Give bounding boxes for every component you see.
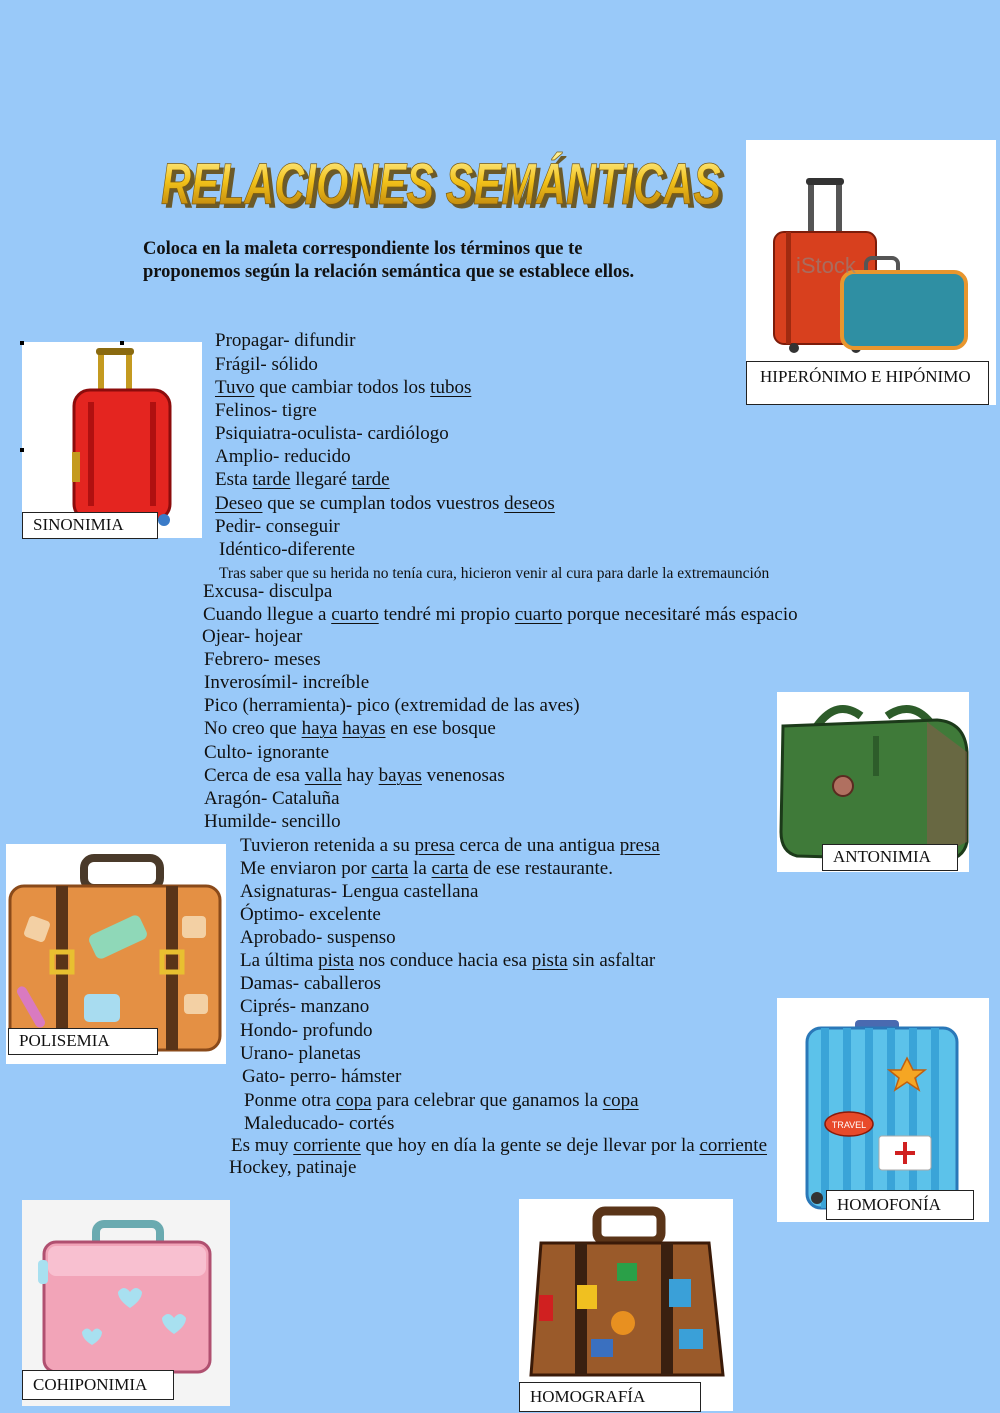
term-text: Ponme otra bbox=[244, 1090, 336, 1111]
underlined-word: hayas bbox=[342, 718, 386, 739]
term-text: Felinos- tigre bbox=[215, 400, 317, 421]
term-text: Urano- planetas bbox=[240, 1043, 361, 1064]
card-homofonia bbox=[777, 998, 989, 1222]
term-text: Febrero- meses bbox=[204, 649, 321, 670]
term-item bbox=[215, 446, 351, 468]
term-item bbox=[244, 1113, 394, 1135]
term-text: Tras saber que su herida no tenía cura, hicieron venir al cura para darle la extremaunción bbox=[219, 565, 770, 582]
term-item bbox=[215, 377, 471, 399]
underlined-word: carta bbox=[431, 858, 469, 879]
term-item bbox=[215, 493, 555, 515]
term-text: Tuvieron retenida a su bbox=[240, 835, 415, 856]
term-item bbox=[240, 1020, 372, 1042]
term-text: Maleducado- cortés bbox=[244, 1113, 395, 1134]
term-text: Idéntico-diferente bbox=[219, 539, 356, 560]
underlined-word: valla bbox=[304, 765, 342, 786]
term-item bbox=[244, 1090, 639, 1112]
term-text: Culto- ignorante bbox=[204, 742, 330, 763]
underlined-word: cuarto bbox=[514, 604, 563, 625]
label-hiperonimo: HIPERÓNIMO E HIPÓNIMO bbox=[746, 361, 989, 405]
term-text: que se cumplan todos vuestros bbox=[262, 493, 505, 514]
term-item bbox=[204, 788, 340, 810]
term-item bbox=[240, 1043, 361, 1065]
underlined-word: copa bbox=[335, 1090, 372, 1111]
term-text: Inverosímil- increíble bbox=[204, 672, 370, 693]
term-text: La última bbox=[240, 950, 319, 971]
term-text: porque necesitaré más espacio bbox=[562, 604, 798, 625]
term-text: No creo que bbox=[204, 718, 302, 739]
page-title-shadow: RELACIONES SEMÁNTICAS bbox=[165, 156, 726, 218]
term-item bbox=[215, 330, 356, 352]
term-item bbox=[204, 811, 341, 833]
label-sinonimia: SINONIMIA bbox=[22, 512, 158, 539]
term-item bbox=[240, 927, 396, 949]
term-text: Hondo- profundo bbox=[240, 1020, 373, 1041]
term-text: hay bbox=[341, 765, 379, 786]
term-item bbox=[240, 904, 381, 926]
term-item bbox=[204, 718, 496, 740]
sticker-text: TRAVEL bbox=[831, 1120, 867, 1130]
label-antonimia: ANTONIMIA bbox=[822, 844, 958, 871]
term-text: que cambiar todos los bbox=[254, 377, 431, 398]
watermark-text: iStock bbox=[796, 253, 856, 278]
red-suitcase-icon bbox=[22, 342, 202, 538]
term-text: para celebrar que ganamos la bbox=[371, 1090, 603, 1111]
term-text: nos conduce hacia esa bbox=[353, 950, 532, 971]
term-text: Asignaturas- Lengua castellana bbox=[240, 881, 479, 902]
term-item bbox=[229, 1157, 357, 1179]
term-text: Es muy bbox=[231, 1135, 294, 1156]
underlined-word: copa bbox=[602, 1090, 639, 1111]
instructions bbox=[143, 238, 743, 284]
term-item bbox=[240, 996, 369, 1018]
term-text: llegaré bbox=[290, 469, 352, 490]
term-item bbox=[240, 858, 613, 880]
term-item bbox=[215, 400, 317, 422]
underlined-word: pista bbox=[318, 950, 354, 971]
term-text: Humilde- sencillo bbox=[204, 811, 341, 832]
term-text: Esta bbox=[215, 469, 253, 490]
label-homografia: HOMOGRAFÍA bbox=[519, 1382, 701, 1412]
term-text: sin asfaltar bbox=[567, 950, 656, 971]
page-title bbox=[148, 128, 738, 218]
term-text: Pedir- conseguir bbox=[215, 516, 340, 537]
term-item bbox=[204, 672, 369, 694]
term-text: cerca de una antigua bbox=[454, 835, 620, 856]
term-item bbox=[215, 423, 449, 445]
underlined-word: Deseo bbox=[215, 493, 263, 514]
term-item bbox=[240, 950, 655, 972]
term-text: Propagar- difundir bbox=[215, 330, 356, 351]
card-homografia bbox=[519, 1199, 733, 1411]
term-text: Aprobado- suspenso bbox=[240, 927, 396, 948]
term-item bbox=[203, 604, 798, 626]
underlined-word: pista bbox=[531, 950, 568, 971]
term-item bbox=[240, 835, 660, 857]
underlined-word: presa bbox=[414, 835, 455, 856]
card-sinonimia bbox=[22, 342, 202, 538]
instructions-line-1: Coloca en la maleta correspondiente los términos que te bbox=[143, 239, 583, 259]
term-text: Me enviaron por bbox=[240, 858, 372, 879]
label-cohiponimia: COHIPONIMIA bbox=[22, 1370, 174, 1400]
term-text: Hockey, patinaje bbox=[229, 1157, 357, 1178]
instructions-line-2: proponemos según la relación semántica que se establece ellos. bbox=[143, 262, 635, 282]
underlined-word: deseos bbox=[504, 493, 555, 514]
term-item bbox=[240, 881, 478, 903]
term-text: Gato- perro- hámster bbox=[242, 1066, 402, 1087]
term-item bbox=[204, 649, 321, 671]
term-item bbox=[231, 1135, 767, 1157]
term-text: Excusa- disculpa bbox=[203, 581, 333, 602]
underlined-word: Tuvo bbox=[215, 377, 255, 398]
term-item bbox=[215, 354, 318, 376]
term-item bbox=[204, 742, 329, 764]
term-text: Psiquiatra-oculista- cardiólogo bbox=[215, 423, 449, 444]
underlined-word: presa bbox=[619, 835, 660, 856]
term-text: la bbox=[408, 858, 432, 879]
term-text: Ciprés- manzano bbox=[240, 996, 370, 1017]
page-title-text: RELACIONES SEMÁNTICAS bbox=[161, 152, 722, 217]
term-item bbox=[203, 581, 332, 603]
underlined-word: bayas bbox=[378, 765, 422, 786]
term-item bbox=[204, 695, 580, 717]
underlined-word: tarde bbox=[252, 469, 291, 490]
term-text: Aragón- Cataluña bbox=[204, 788, 340, 809]
label-polisemia: POLISEMIA bbox=[8, 1028, 158, 1055]
term-text: venenosas bbox=[421, 765, 505, 786]
term-text: Ojear- hojear bbox=[202, 626, 303, 647]
term-text: que hoy en día la gente se deje llevar por la bbox=[360, 1135, 700, 1156]
term-text: Damas- caballeros bbox=[240, 973, 381, 994]
underlined-word: tarde bbox=[351, 469, 390, 490]
term-text: tendré mi propio bbox=[378, 604, 515, 625]
underlined-word: cuarto bbox=[331, 604, 379, 625]
underlined-word: carta bbox=[371, 858, 409, 879]
underlined-word: haya bbox=[301, 718, 338, 739]
blue-suitcase-icon bbox=[777, 998, 989, 1222]
term-text: Pico (herramienta)- pico (extremidad de las aves) bbox=[204, 695, 580, 716]
term-item bbox=[204, 765, 505, 787]
term-text: de ese restaurante. bbox=[468, 858, 613, 879]
term-item bbox=[240, 973, 381, 995]
term-item bbox=[215, 516, 340, 538]
term-text: Óptimo- excelente bbox=[240, 904, 381, 925]
term-item bbox=[202, 626, 302, 648]
term-text: Amplio- reducido bbox=[215, 446, 351, 467]
term-text: en ese bosque bbox=[385, 718, 496, 739]
term-item bbox=[219, 539, 355, 561]
term-text: Frágil- sólido bbox=[215, 354, 318, 375]
term-item bbox=[215, 469, 390, 491]
underlined-word: corriente bbox=[293, 1135, 361, 1156]
label-homofonia: HOMOFONÍA bbox=[826, 1190, 974, 1220]
term-text: Cuando llegue a bbox=[203, 604, 332, 625]
brown-suitcase-icon bbox=[519, 1199, 733, 1411]
term-item bbox=[242, 1066, 401, 1088]
term-text: Cerca de esa bbox=[204, 765, 305, 786]
underlined-word: corriente bbox=[699, 1135, 768, 1156]
underlined-word: tubos bbox=[430, 377, 472, 398]
